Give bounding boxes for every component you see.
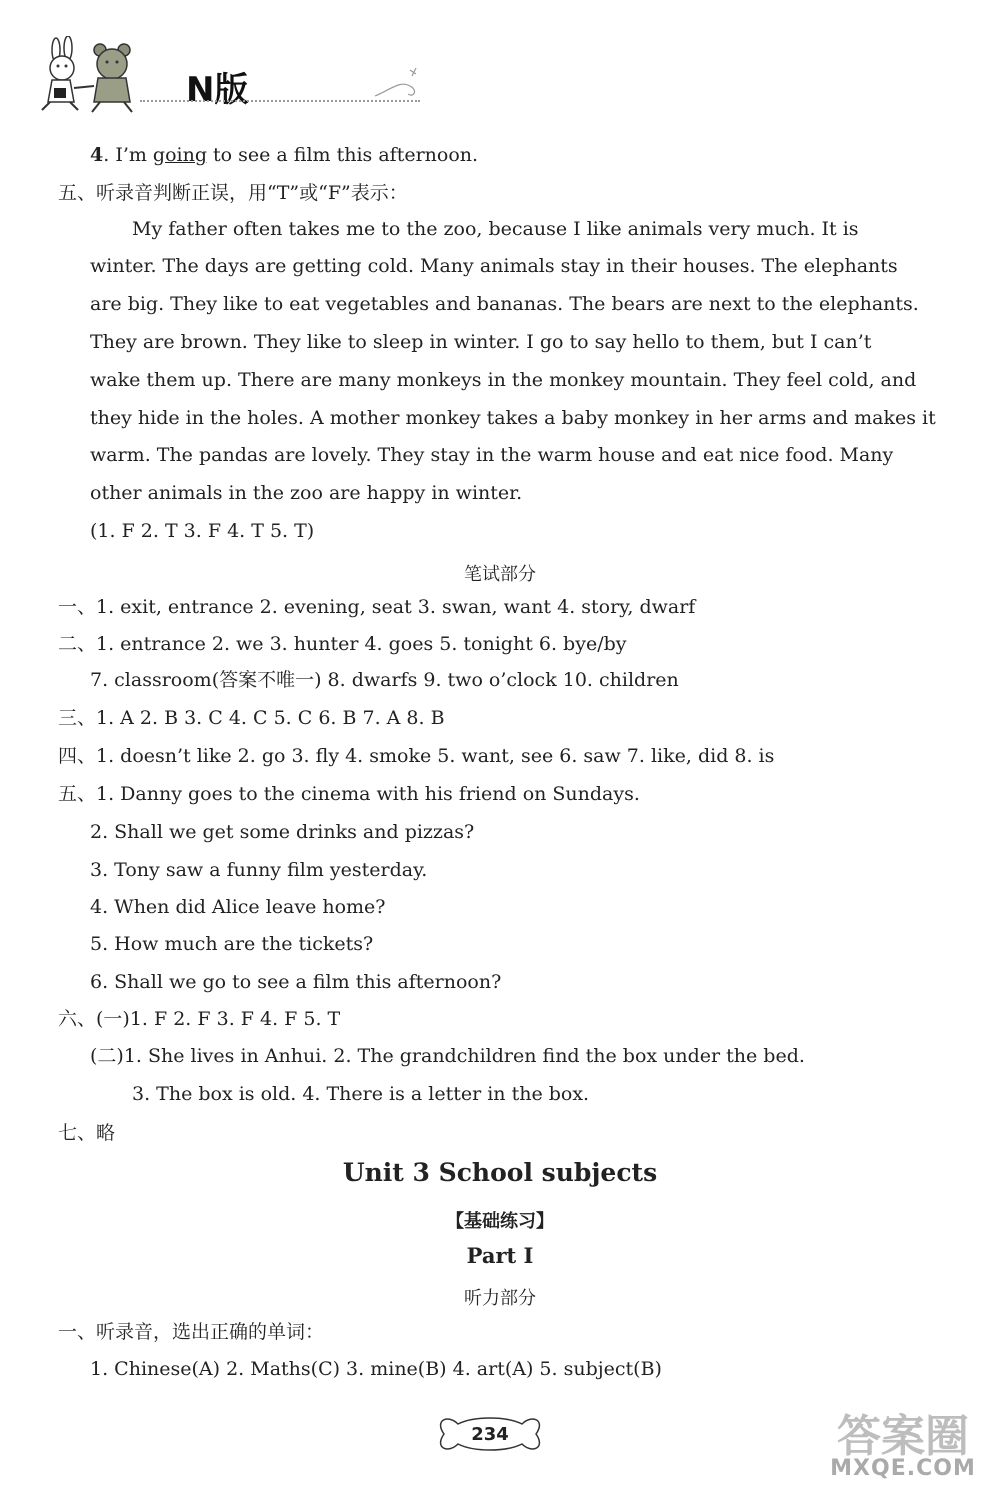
answer-line: 六、(一)1. F 2. F 3. F 4. F 5. T xyxy=(58,1008,341,1030)
answer-line: 2. Shall we get some drinks and pizzas? xyxy=(90,821,475,843)
answer-line: 4. When did Alice leave home? xyxy=(90,896,386,918)
passage-answers: (1. F 2. T 3. F 4. T 5. T) xyxy=(90,520,315,542)
passage-line: warm. The pandas are lovely. They stay in the warm house and eat nice food. Many xyxy=(90,444,894,466)
swirl-decoration-icon xyxy=(370,60,430,100)
section-heading: 五、听录音判断正误，用“T”或“F”表示： xyxy=(58,182,408,204)
item-number: 4 xyxy=(90,144,104,166)
passage-line: My father often takes me to the zoo, because I like animals very much. It is xyxy=(132,218,859,240)
answer-line xyxy=(90,146,478,165)
header-divider xyxy=(140,100,420,102)
listening-section-title: 听力部分 xyxy=(464,1288,536,1309)
answer-line: 5. How much are the tickets? xyxy=(90,933,374,955)
text-segment: . I’m xyxy=(103,144,153,166)
answer-line: 七、略 xyxy=(58,1122,116,1144)
answer-line: 一、1. exit, entrance 2. evening, seat 3. swan, want 4. story, dwarf xyxy=(58,596,696,618)
answer-line: 7. classroom(答案不唯一) 8. dwarfs 9. two o’clock 10. children xyxy=(90,669,679,691)
basic-practice-label: 【基础练习】 xyxy=(446,1211,554,1232)
watermark-logo: 答案圈 xyxy=(837,1411,969,1462)
unit-title: Unit 3 School subjects xyxy=(342,1158,658,1187)
part-title: Part Ⅰ xyxy=(466,1243,534,1268)
answer-line: 3. Tony saw a funny film yesterday. xyxy=(90,859,428,881)
answer-line: 四、1. doesn’t like 2. go 3. fly 4. smoke 5. want, see 6. saw 7. like, did 8. is xyxy=(58,745,775,767)
answer-line: 二、1. entrance 2. we 3. hunter 4. goes 5. tonight 6. bye/by xyxy=(58,633,627,655)
answer-line: 五、1. Danny goes to the cinema with his friend on Sundays. xyxy=(58,783,640,805)
passage-line: are big. They like to eat vegetables and bananas. The bears are next to the elephants. xyxy=(90,293,919,315)
answer-line: 三、1. A 2. B 3. C 4. C 5. C 6. B 7. A 8. B xyxy=(58,707,445,729)
passage-line: wake them up. There are many monkeys in the monkey mountain. They feel cold, and xyxy=(90,369,917,391)
page-number: 234 xyxy=(471,1424,509,1445)
passage-line: they hide in the holes. A mother monkey takes a baby monkey in her arms and makes it xyxy=(90,407,936,429)
answer-line: 3. The box is old. 4. There is a letter in the box. xyxy=(132,1083,590,1105)
edition-title: N版 xyxy=(186,70,249,110)
passage-line: They are brown. They like to sleep in winter. I go to say hello to them, but I can’t xyxy=(90,331,872,353)
page-number-badge xyxy=(430,1410,550,1458)
passage-line: winter. The days are getting cold. Many animals stay in their houses. The elephants xyxy=(90,255,898,277)
text-segment: to see a film this afternoon. xyxy=(207,144,479,166)
watermark xyxy=(808,1400,998,1490)
section-heading: 一、听录音，选出正确的单词： xyxy=(58,1321,325,1343)
answer-line: 1. Chinese(A) 2. Maths(C) 3. mine(B) 4. art(A) 5. subject(B) xyxy=(90,1358,662,1380)
watermark-url: MXQE.COM xyxy=(830,1456,976,1481)
written-section-title: 笔试部分 xyxy=(464,564,536,585)
answer-line: 6. Shall we go to see a film this afternoon? xyxy=(90,971,502,993)
underlined-word: going xyxy=(152,144,207,166)
answer-line: (二)1. She lives in Anhui. 2. The grandchildren find the box under the bed. xyxy=(90,1045,805,1067)
rabbit-and-bear-mascot-icon xyxy=(28,36,148,120)
passage-line: other animals in the zoo are happy in winter. xyxy=(90,482,523,504)
